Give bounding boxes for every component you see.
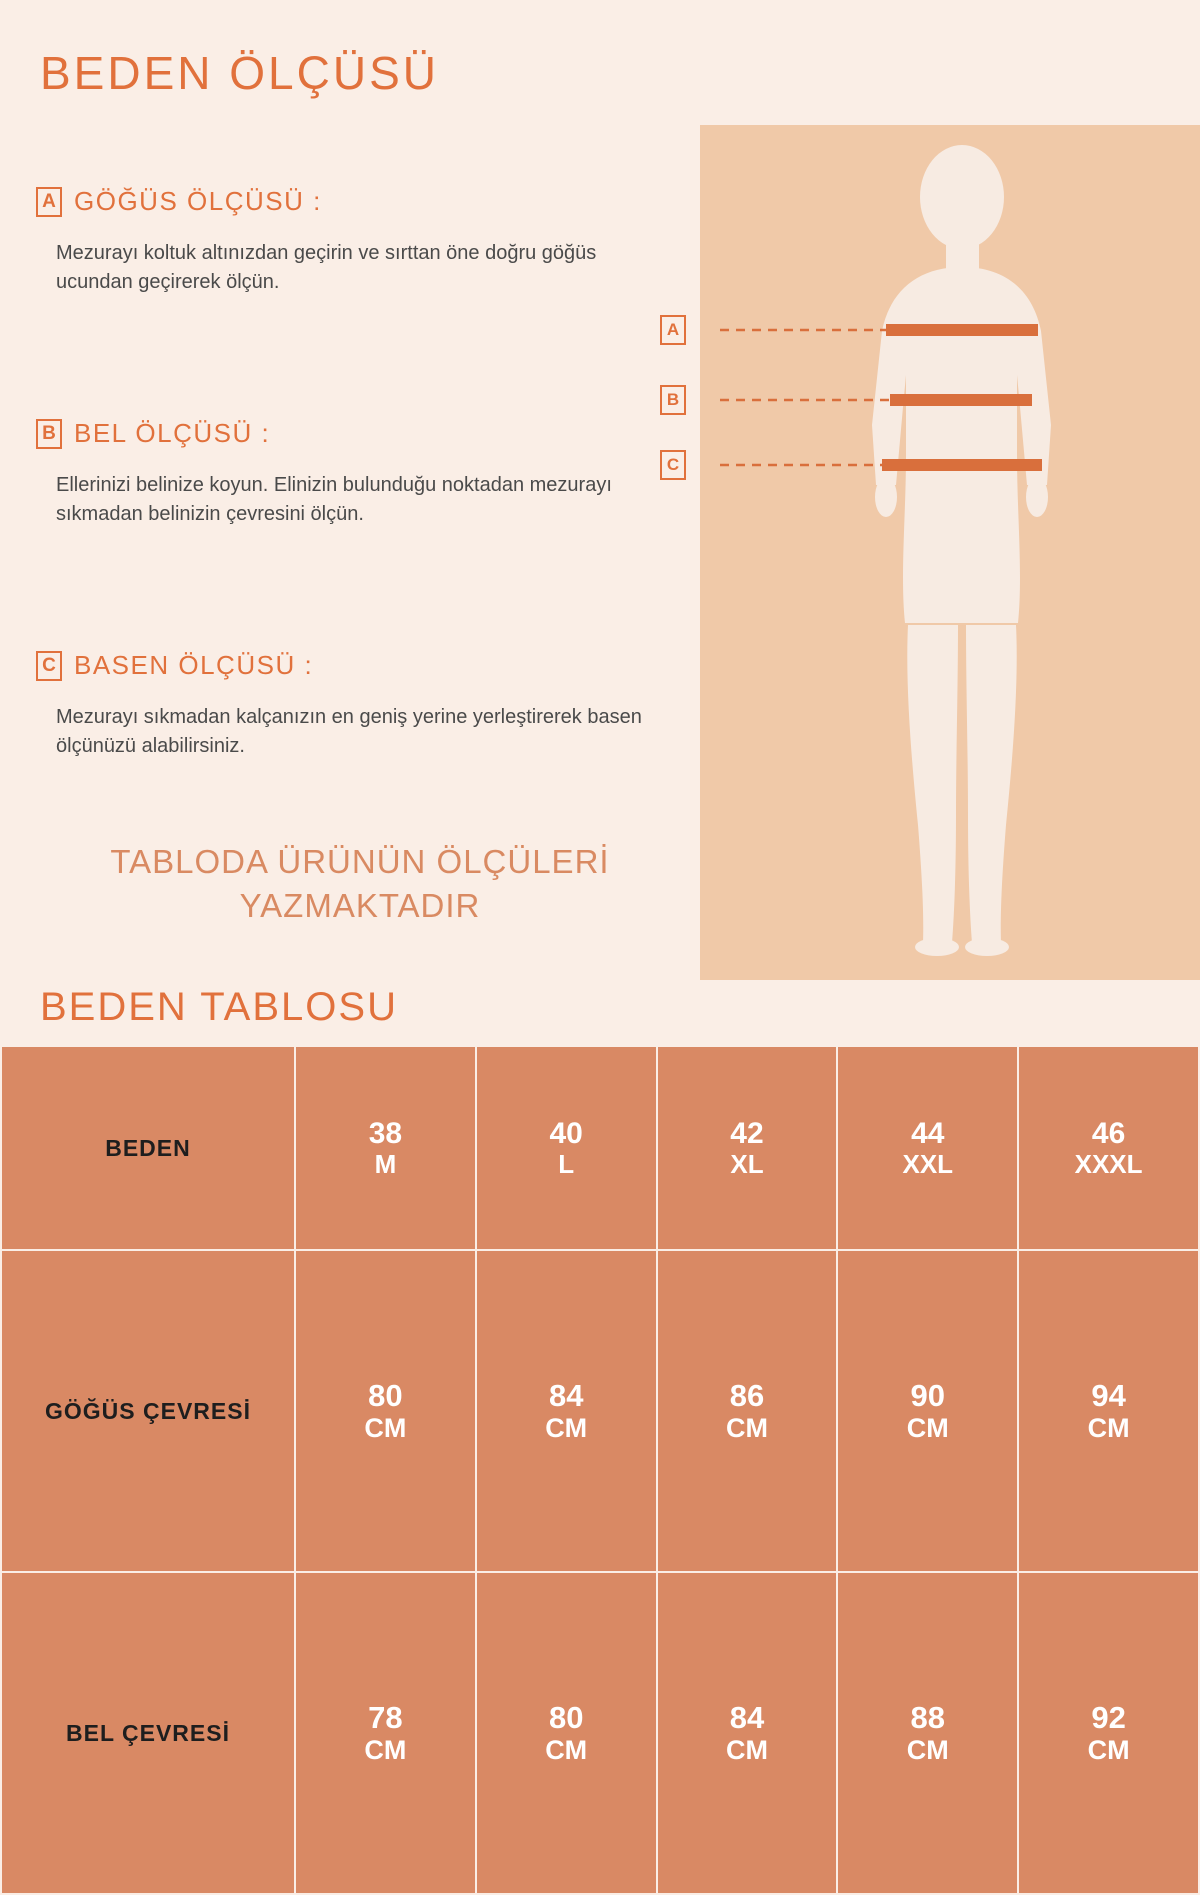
female-silhouette-icon	[700, 125, 1200, 980]
size-table	[0, 1045, 1200, 1895]
column-size: 38	[368, 1116, 403, 1150]
section-title: GÖĞÜS ÖLÇÜSÜ :	[74, 186, 322, 216]
measurement-section-waist	[36, 418, 676, 529]
cell-value: 78	[368, 1699, 403, 1735]
marker-c-icon: C	[660, 450, 686, 480]
cell-unit: CM	[1087, 1735, 1130, 1766]
cell-unit: CM	[725, 1735, 768, 1766]
table-cell	[476, 1250, 657, 1572]
column-letter: M	[374, 1149, 397, 1180]
cell-value: 84	[548, 1377, 584, 1413]
row-label-waist: BEL ÇEVRESİ	[1, 1572, 295, 1894]
column-size: 46	[1091, 1116, 1126, 1150]
table-column-header	[1018, 1046, 1199, 1250]
section-header	[36, 418, 676, 449]
table-row	[1, 1572, 1199, 1894]
cell-value: 92	[1091, 1699, 1126, 1735]
column-letter: XXXL	[1074, 1149, 1143, 1180]
column-letter: XL	[730, 1149, 764, 1180]
table-row	[1, 1250, 1199, 1572]
note-line-1: TABLODA ÜRÜNÜN ÖLÇÜLERİ	[110, 843, 610, 880]
table-cell	[837, 1572, 1018, 1894]
section-title: BEL ÖLÇÜSÜ :	[74, 418, 271, 448]
table-column-header	[476, 1046, 657, 1250]
table-cell	[295, 1250, 476, 1572]
table-header-row	[1, 1046, 1199, 1250]
cell-value: 84	[729, 1699, 765, 1735]
measurement-section-bust	[36, 186, 676, 297]
product-measure-note	[30, 840, 690, 927]
cell-value: 90	[910, 1377, 946, 1413]
cell-unit: CM	[545, 1413, 588, 1444]
cell-value: 86	[729, 1377, 765, 1413]
table-cell	[1018, 1250, 1199, 1572]
cell-unit: CM	[364, 1413, 407, 1444]
cell-unit: CM	[364, 1735, 407, 1766]
table-column-header	[657, 1046, 838, 1250]
cell-value: 94	[1091, 1377, 1126, 1413]
cell-value: 88	[910, 1699, 946, 1735]
table-corner-label: BEDEN	[1, 1046, 295, 1250]
column-letter: XXL	[902, 1149, 954, 1180]
cell-unit: CM	[906, 1413, 949, 1444]
section-title: BASEN ÖLÇÜSÜ :	[74, 650, 314, 680]
body-illustration	[666, 125, 1200, 980]
table-cell	[1018, 1572, 1199, 1894]
table-column-header	[295, 1046, 476, 1250]
note-line-2: YAZMAKTADIR	[239, 886, 481, 924]
column-size: 44	[911, 1116, 945, 1150]
table-cell	[837, 1250, 1018, 1572]
table-cell	[657, 1572, 838, 1894]
cell-unit: CM	[906, 1735, 949, 1766]
section-body: Mezurayı koltuk altınızdan geçirin ve sırttan öne doğru göğüs ucundan geçirerek ölçün.	[56, 242, 597, 293]
cell-unit: CM	[1087, 1413, 1130, 1444]
cell-value: 80	[368, 1377, 403, 1413]
column-size: 40	[549, 1116, 583, 1150]
badge-b-icon: B	[36, 419, 62, 449]
table-title: BEDEN TABLOSU	[40, 985, 398, 1029]
table-cell	[476, 1572, 657, 1894]
section-body: Ellerinizi belinize koyun. Elinizin bulunduğu noktadan mezurayı sıkmadan belinizin çevresini ölçün.	[56, 474, 612, 525]
measurement-section-hip	[36, 650, 676, 761]
table-column-header	[837, 1046, 1018, 1250]
marker-b-icon: B	[660, 385, 686, 415]
page-title: BEDEN ÖLÇÜSÜ	[40, 47, 439, 99]
row-label-bust: GÖĞÜS ÇEVRESİ	[1, 1250, 295, 1572]
cell-unit: CM	[725, 1413, 768, 1444]
table-cell	[295, 1572, 476, 1894]
column-letter: L	[558, 1149, 575, 1180]
section-header	[36, 186, 676, 217]
column-size: 42	[730, 1116, 764, 1150]
marker-a-icon: A	[660, 315, 686, 345]
cell-value: 80	[548, 1699, 584, 1735]
badge-a-icon: A	[36, 187, 62, 217]
table-cell	[657, 1250, 838, 1572]
size-table-wrapper	[0, 1045, 1200, 1895]
section-body: Mezurayı sıkmadan kalçanızın en geniş yerine yerleştirerek basen ölçünüzü alabilirsiniz.	[56, 706, 642, 757]
cell-unit: CM	[545, 1735, 588, 1766]
section-header	[36, 650, 676, 681]
badge-c-icon: C	[36, 651, 62, 681]
